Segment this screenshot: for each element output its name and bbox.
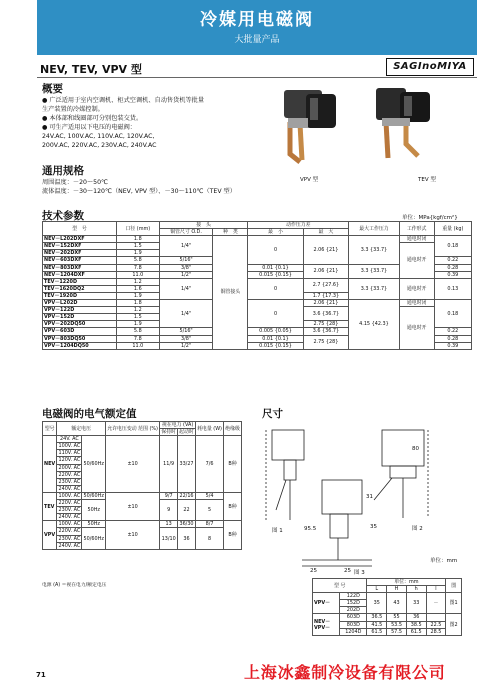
voltage-cell: 100V. AC [58,492,81,499]
spec-line: 流体温度：－30～120℃（NEV, VPV 型）、－30～110℃（TEV 型） [42,188,236,195]
dim-label: 35 [370,524,377,530]
dim-unit: 单位：mm [430,558,458,564]
model-cell: VPV－L202D [43,300,117,307]
col-hold: 保持时 [161,429,176,436]
hold-cell: 9 [160,500,178,521]
dim-h: 61.5 [406,628,426,635]
port-cell: 5.8 [116,328,159,335]
rating-footnote: 电源 (A) ＝视在电力/额定电压 [42,583,107,588]
dim-l: 28.5 [426,628,446,635]
model-cell: VPV－603D [43,328,117,335]
col-class: 绝缘级 [224,422,242,436]
max-cell: 2.7 {27.6} [303,278,349,292]
weight-cell: 0.22 [434,328,471,335]
dimensions-heading: 尺寸 [262,408,283,420]
size-cell: 1/4" [159,278,213,299]
size-cell: 1/4" [159,300,213,328]
col-start: 起动时 [179,429,194,436]
general-spec-heading: 通用规格 [42,165,84,177]
size-cell: 5/16" [159,328,213,335]
model-cell: NEV－1204DXF [43,271,117,278]
weight-cell: 0.39 [434,271,471,278]
dim-col-L: L [367,586,387,593]
dim-col-fig: 图 [446,579,462,593]
col-min: 最 小 [248,229,303,236]
dim-col-model: 型 号 [313,579,367,593]
port-cell: 11.0 [116,271,159,278]
min-cell: 0.01 {0.1} [248,264,303,271]
start-cell: 22 [178,500,196,521]
model-cell: VPV－803DQ50 [43,335,117,342]
tech-table [42,221,472,350]
max-working-cell: 3.3 {33.7} [349,264,399,278]
voltage-cell: 120V. AC [58,457,81,464]
dim-H: 53.5 [387,621,407,628]
dim-H: 55 [387,614,407,621]
size-cell: 1/4" [159,236,213,257]
dim-model: 1204D [340,628,367,635]
voltage-cell: 100V. AC [58,443,81,450]
min-cell: 0 [248,278,303,299]
power-cell: 8 [195,528,223,549]
type-nev: NEV [43,436,57,493]
port-cell: 1.2 [116,278,159,285]
overview-line: ● 本体部和线圈部可分别包装交货。 [42,115,143,122]
model-cell: NEV－152DXF [43,243,117,250]
dimension-table [312,578,462,636]
dimension-drawings [262,420,475,576]
dim-l [426,614,446,621]
model-cell: NEV－L202DXF [43,236,117,243]
max-working-cell: 3.3 {33.7} [349,236,399,264]
model-cell: VPV－202DQ50 [43,321,117,328]
dim-L: 61.5 [367,628,387,635]
dim-col-H: H [387,586,407,593]
dim-H: 57.5 [387,628,407,635]
voltage-cell: 220V. AC [58,471,81,478]
col-max: 最 大 [303,229,349,236]
class-cell: B种 [224,436,242,493]
max-working-cell: 3.3 {33.7} [349,278,399,299]
dim-H: 43 [387,593,407,614]
rating-table [42,421,242,550]
model-series: NEV, TEV, VPV 型 [40,63,142,76]
dim-label: 25 [344,568,351,574]
hold-cell: 13/10 [160,528,178,549]
mode-cell: 通电时开 [399,307,434,350]
dim-L: 36.5 [367,614,387,621]
vpv-valve-photo [270,82,360,174]
port-cell: 1.5 [116,314,159,321]
hold-cell: 11/9 [160,436,178,493]
mode-cell: 通电时闭 [399,236,434,243]
fig-label: 图 2 [412,526,423,532]
port-cell: 1.8 [116,236,159,243]
model-cell: NEV－603DXF [43,257,117,264]
dim-group: VPV－ [313,593,340,614]
title-band [37,0,477,55]
divider [37,77,477,78]
page-title: 冷媒用电磁阀 [200,10,314,30]
col-conn-size: 铜管尺寸 O.D. [159,229,213,236]
power-cell: 8/7 [195,521,223,528]
conn-type-cell: 铜管接头 [213,236,248,350]
dim-group: NEV－ VPV－ [313,614,340,635]
class-cell: B种 [224,492,242,520]
freq-cell: 50/60Hz [83,492,104,499]
power-cell: 5 [195,500,223,521]
dim-col-l: l [426,586,446,593]
port-cell: 1.9 [116,292,159,299]
tech-heading: 技术参数 [42,210,84,222]
overview-line: ● 广泛适用于室内空调机、柜式空调机、自动售货机等批量 [42,97,205,104]
vpv-caption: VPV 型 [300,177,319,183]
tolerance-cell: ±10 [106,492,160,520]
start-cell: 33/27 [178,436,196,493]
voltage-cell: 240V. AC [58,485,81,492]
max-cell: 2.06 {21} [303,264,349,278]
weight-cell: 0.22 [434,257,471,264]
voltage-cell: 24V. AC [57,436,82,443]
col-weight: 重量 (kg) [434,222,471,236]
port-cell: 5.8 [116,257,159,264]
col-va: 视在电力 (VA) [160,422,196,429]
size-cell: 1/2" [159,271,213,278]
dim-h: 33 [406,593,426,614]
col-conn-type: 种 类 [213,229,248,236]
voltage-cell: 230V. AC [58,507,81,514]
dim-L: 35 [367,593,387,614]
size-cell: 1/2" [159,342,213,349]
col-model: 型 号 [43,222,117,236]
power-cell: 5/4 [195,492,223,499]
type-vpv: VPV [43,521,57,549]
mode-cell: 通电时开 [399,243,434,278]
model-cell: NEV－202DXF [43,250,117,257]
weight-cell: 0.13 [434,278,471,299]
hold-cell: 13 [160,521,178,528]
overview-line: 24V.AC, 100V.AC, 110V.AC, 120V.AC, [42,133,155,140]
port-cell: 7.8 [116,264,159,271]
spec-line: 周围温度：－20～50℃ [42,179,109,186]
fig-label: 图 1 [272,528,283,534]
voltage-cell: 220V. AC [58,500,81,507]
max-cell: 1.7 {17.3} [303,292,349,299]
dim-unit-header: 单位：mm [367,579,446,586]
dim-fig: 图1 [446,593,462,614]
tech-unit: 单位：MPa{kgf/cm²} [402,215,458,221]
voltage-cell: 230V. AC [58,535,81,542]
col-working-mode: 工作形式 [399,222,434,236]
dim-label: 31 [366,494,373,500]
min-cell: 0 [248,300,303,328]
tolerance-cell: ±10 [106,521,160,549]
model-cell: NEV－803DXF [43,264,117,271]
start-cell: 36/30 [179,521,194,528]
start-cell: 22/16 [179,492,194,499]
weight-cell: 0.28 [434,335,471,342]
class-cell: B种 [224,521,242,549]
start-cell: 36 [178,528,196,549]
min-cell: 0.015 {0.15} [248,342,303,349]
overview-line: 生产装置的冷媒控制。 [42,106,104,113]
dim-model: 803D [340,621,367,628]
col-voltage: 额定电压 [57,422,106,436]
dim-model: 202D [340,607,367,614]
brand-logo: SAGInoMIYA [386,58,474,76]
mode-cell: 通电时闭 [399,300,434,307]
model-cell: VPV－152D [43,314,117,321]
overview-list [42,96,257,150]
max-cell: 2.75 {28} [303,335,349,349]
col-diff-pressure: 动作压力差 [248,222,349,229]
model-cell: VPV－1204DQ50 [43,342,117,349]
mode-cell: 通电时开 [399,278,434,299]
freq-cell: 50/60Hz [82,528,106,549]
voltage-cell: 220V. AC [58,528,81,535]
size-cell: 3/8" [159,335,213,342]
rating-heading: 电磁阀的电气额定值 [42,408,137,420]
min-cell: 0.005 {0.05} [248,328,303,335]
fig-label: 图 3 [354,570,365,576]
port-cell: 7.8 [116,335,159,342]
min-cell: 0.01 {0.1} [248,335,303,342]
min-cell: 0.015 {0.15} [248,271,303,278]
port-cell: 1.8 [116,300,159,307]
max-cell: 2.06 {21} [303,300,349,307]
max-cell: 3.6 {36.7} [303,307,349,321]
col-power: 耗电量 (W) [195,422,223,436]
dim-model: 152D [340,600,367,607]
col-connection: 接 头 [159,222,248,229]
tolerance-cell: ±10 [106,436,160,493]
dim-h: 38.5 [406,621,426,628]
weight-cell: 0.28 [434,264,471,271]
overview-line: 200V.AC, 220V.AC, 230V.AC, 240V.AC [42,142,157,149]
freq-cell: 50Hz [82,500,106,521]
power-cell: 7/6 [195,436,223,493]
port-cell: 1.5 [116,243,159,250]
freq-cell: 50/60Hz [82,436,106,493]
overview-heading: 概要 [42,83,63,95]
port-cell: 11.0 [116,342,159,349]
dim-label: 95.5 [304,526,317,532]
dim-label: 25 [310,568,317,574]
col-type: 型号 [43,422,57,436]
model-cell: TEV－1220D [43,278,117,285]
page-subtitle: 大批量产品 [234,35,280,45]
dim-L: 41.5 [367,621,387,628]
hold-cell: 9/7 [160,492,178,499]
general-spec-list [42,178,236,196]
tev-valve-photo [368,82,458,174]
dim-h: 36 [406,614,426,621]
col-port: 口径 (mm) [116,222,159,236]
voltage-cell: 110V. AC [58,450,81,457]
page-number: 71 [36,671,46,679]
size-cell: 5/16" [159,257,213,264]
model-cell: VPV－122D [43,307,117,314]
max-cell: 2.75 {28} [303,321,349,328]
weight-cell: 0.18 [434,236,471,257]
dim-model: 603D [340,614,367,621]
voltage-cell: 230V. AC [58,478,81,485]
weight-cell: 0.18 [434,300,471,328]
dim-l: － [426,593,446,614]
dim-model: 122D [340,593,367,600]
dim-col-h: h [406,586,426,593]
voltage-cell: 100V. AC [58,521,81,528]
col-max-working: 最大工作压力 [349,222,399,236]
model-cell: TEV－1620DQ2 [43,285,117,292]
max-cell: 2.06 {21} [303,236,349,264]
dim-label: 80 [412,446,419,452]
max-cell: 3.6 {36.7} [303,328,349,335]
port-cell: 1.9 [116,321,159,328]
voltage-cell: 240V. AC [58,542,81,549]
tev-caption: TEV 型 [418,177,436,183]
model-cell: TEV－1920D [43,292,117,299]
dim-fig: 图2 [446,614,462,635]
overview-line: ● 可生产适用以下电压的电磁阀： [42,124,136,131]
company-stamp: 上海冰鑫制冷设备有限公司 [244,663,446,682]
voltage-cell: 240V. AC [58,514,81,521]
min-cell: 0 [248,236,303,264]
max-working-cell: 4.15 {42.3} [349,300,399,350]
type-tev: TEV [43,492,57,520]
weight-cell: 0.39 [434,342,471,349]
freq-cell: 50Hz [82,521,106,528]
port-cell: 1.6 [116,285,159,292]
col-tolerance: 允许电压变动 范围 (%) [106,422,160,436]
dim-l: 22.5 [426,621,446,628]
port-cell: 1.2 [116,307,159,314]
port-cell: 1.9 [116,250,159,257]
size-cell: 3/8" [159,264,213,271]
voltage-cell: 200V. AC [58,464,81,471]
